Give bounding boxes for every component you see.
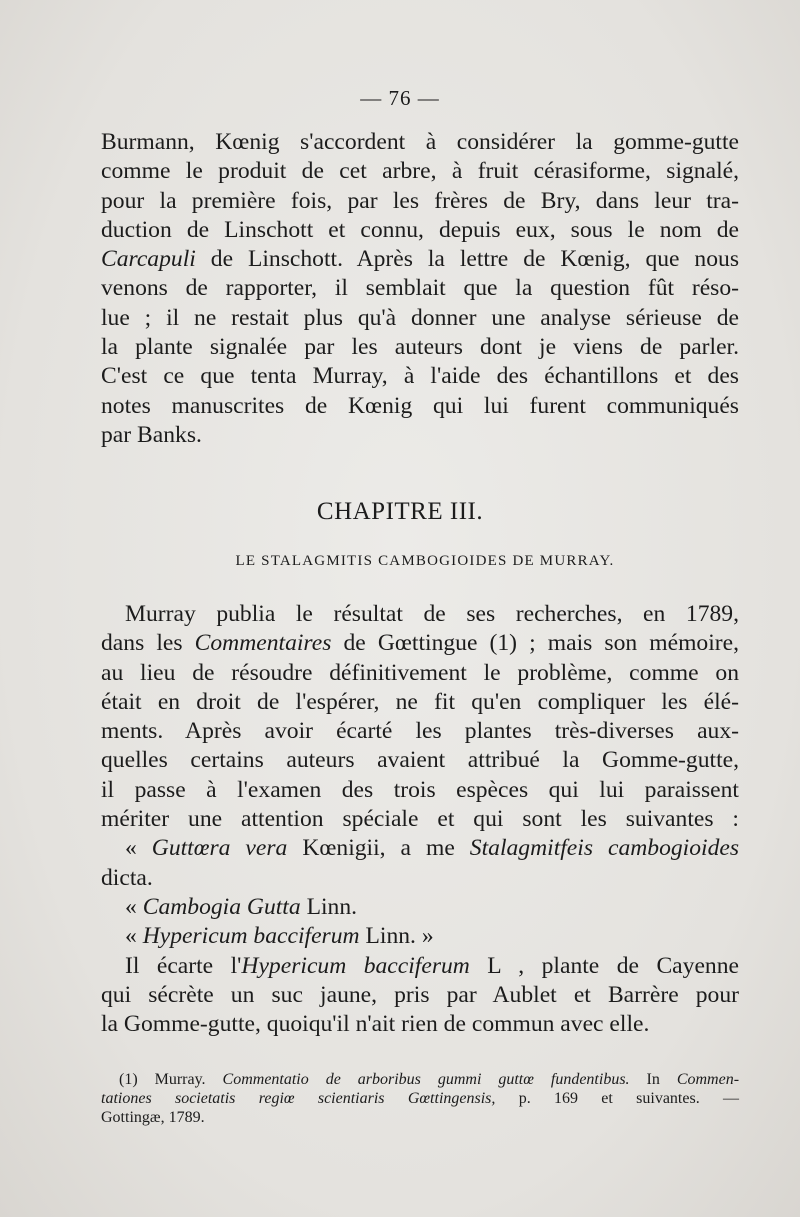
text-line: lue ; il ne restait plus qu'à donner une analyse sérieuse de [101, 304, 739, 331]
text-line [101, 629, 739, 658]
quote-line: dicta. [101, 864, 153, 891]
italic-term: Commen- [676, 1071, 740, 1088]
text-segment: de Gœttingue (1) ; mais son mémoire, [343, 630, 740, 657]
text-segment: L , plante de Cayenne [487, 952, 739, 979]
guillemet: « [125, 893, 137, 920]
text-line: duction de Linschott et connu, depuis eux, sous le nom de [101, 216, 739, 243]
text-line: quelles certains auteurs avaient attribué la Gomme-gutte, [101, 747, 739, 774]
footnote-line [101, 1070, 739, 1089]
italic-term: Commentatio de arboribus gummi guttœ fundentibus. [222, 1071, 630, 1088]
text-line: la plante signalée par les auteurs dont je viens de parler. [101, 334, 739, 361]
text-line: pour la première fois, par les frères de Bry, dans leur tra- [101, 187, 739, 214]
text-line: mériter une attention spéciale et qui sont les suivantes : [101, 806, 739, 833]
footnote-line: Gottingæ, 1789. [101, 1109, 205, 1126]
italic-term: Carcapuli [101, 246, 196, 273]
text-segment: Kœnigii, a me [302, 835, 455, 862]
text-line: il passe à l'examen des trois espèces qui lui paraissent [101, 776, 739, 803]
text-line: qui sécrète un suc jaune, pris par Aublet et Barrère pour [101, 981, 739, 1008]
text-segment: (1) Murray. [119, 1071, 206, 1088]
text-segment: p. 169 et suivantes. — [518, 1090, 740, 1107]
quote-line [101, 893, 739, 922]
chapter-title: CHAPITRE III. [316, 498, 484, 525]
paragraph-main [101, 600, 739, 1039]
paragraph-continuation [101, 128, 739, 450]
text-line: la Gomme-gutte, quoiqu'il n'ait rien de commun avec elle. [101, 1011, 650, 1038]
text-segment: Il écarte l' [125, 952, 242, 979]
guillemet: « [125, 835, 137, 862]
italic-term: tationes societatis regiœ scientiaris Gœttingensis, [101, 1090, 496, 1107]
quote-line [101, 922, 739, 951]
footnote-line [101, 1089, 739, 1108]
text-line: Burmann, Kœnig s'accordent à considérer la gomme-gutte [101, 129, 739, 155]
text-segment: Linn. » [365, 923, 434, 950]
italic-term: Hypericum bacciferum [142, 923, 360, 950]
quote-line [101, 834, 739, 863]
text-line [101, 952, 739, 981]
text-segment: de Linschott. Après la lettre de Kœnig, que nous [210, 246, 740, 273]
text-line: au lieu de résoudre définitivement le problème, comme on [101, 659, 739, 686]
text-line: par Banks. [101, 421, 202, 448]
italic-term: Hypericum bacciferum [241, 952, 470, 979]
text-line: Murray publia le résultat de ses recherches, en 1789, [125, 601, 739, 627]
text-segment: dans les [101, 630, 183, 657]
chapter-subtitle: LE STALAGMITIS CAMBOGIOIDES DE MURRAY. [235, 553, 615, 569]
italic-term: Cambogia Gutta [142, 893, 301, 920]
text-line: venons de rapporter, il semblait que la question fût réso- [101, 275, 739, 302]
text-line: notes manuscrites de Kœnig qui lui furent communiqués [101, 392, 739, 419]
text-segment: Linn. [306, 893, 358, 920]
text-segment: In [646, 1071, 660, 1088]
footnote [101, 1070, 739, 1127]
italic-term: Guttœra vera [151, 835, 288, 862]
text-line: C'est ce que tenta Murray, à l'aide des échantillons et des [101, 363, 739, 390]
text-line: comme le produit de cet arbre, à fruit cérasiforme, signalé, [101, 158, 739, 185]
page-number: — 76 — [360, 86, 440, 110]
italic-term: Commentaires [194, 630, 332, 657]
italic-term: Stalagmitfeis cambogioides [469, 835, 740, 862]
guillemet: « [125, 923, 137, 950]
text-line [101, 245, 739, 274]
text-line: ments. Après avoir écarté les plantes très-diverses aux- [101, 718, 739, 745]
text-line: était en droit de l'espérer, ne fit qu'en compliquer les élé- [101, 688, 739, 715]
